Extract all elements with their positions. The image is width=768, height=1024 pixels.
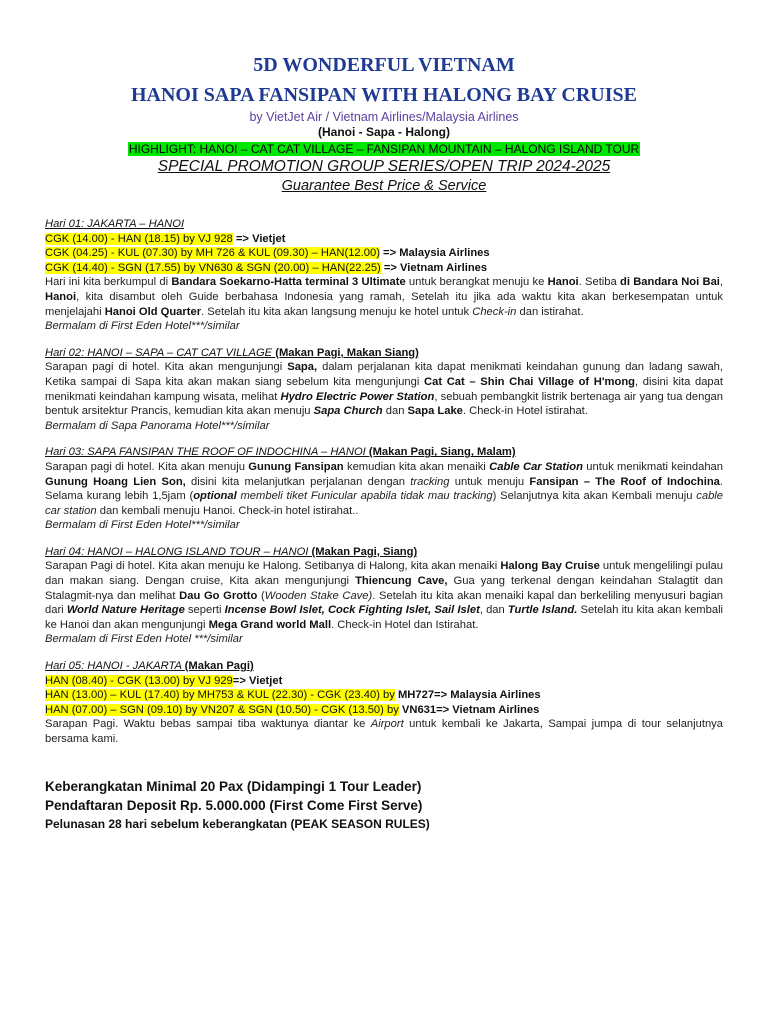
description-segment: Hanoi xyxy=(547,276,579,289)
description-segment: Setelah itu kita akan kembali ke Hanoi dan akan mengunjungi xyxy=(45,604,724,631)
flight-route: CGK (14.40) - SGN (17.55) by VN630 & SGN (20.00) – HAN(22.25) xyxy=(45,261,381,274)
description-segment: Sapa Lake xyxy=(407,405,463,418)
description-segment: Cable Car Station xyxy=(489,460,583,473)
description-segment: untuk kembali ke Jakarta, Sampai jumpa di tour selanjutnya bersama kami. xyxy=(45,718,723,745)
description-segment: Turtle Island. xyxy=(507,604,578,617)
description-segment: Mega Grand world Mall xyxy=(208,618,332,631)
description-segment: , xyxy=(719,276,724,289)
description-segment: Gua yang terkenal dengan keindahan Stalagtit dan Stalagmit-nya dan melihat xyxy=(45,575,723,602)
description-segment: World Nature Heritage xyxy=(66,604,185,617)
description-segment: dan istirahat. xyxy=(516,305,584,318)
min-pax-line: Keberangkatan Minimal 20 Pax (Didampingi 1 Tour Leader) xyxy=(45,778,422,794)
flight-route: CGK (14.00) - HAN (18.15) by VJ 928 xyxy=(45,232,233,245)
description-segment: Thiencung Cave, xyxy=(355,575,448,588)
flight-route: HAN (07.00) – SGN (09.10) by VN207 & SGN (10.50) - CGK (13.50) by xyxy=(45,703,399,716)
description-segment: dalam perjalanan kita dapat menikmati keindahan gunung dan ladang sawah, Ketika sampai di Sapa kita akan makan siang sebelum kita mengunjungi xyxy=(45,361,724,388)
terms-footer xyxy=(45,777,723,833)
description-segment: , sebuah pembangkit listrik bertenaga air yang tua dengan bentuk arsitektur Prancis, kemudian kita akan menuju xyxy=(45,390,723,418)
guarantee-line: Guarantee Best Price & Service xyxy=(281,178,487,194)
description-segment: untuk menuju xyxy=(449,475,530,488)
description-segment: Sarapan pagi di hotel. Kita akan menuju xyxy=(45,460,249,473)
day-title: Hari 04: HANOI – HALONG ISLAND TOUR – HANOI xyxy=(45,545,312,558)
description-segment: Hanoi Old Quarter xyxy=(104,305,202,318)
document-header xyxy=(45,52,723,195)
flight-line xyxy=(45,688,723,703)
flight-route: HAN (13.00) – KUL (17.40) by MH753 & KUL (22.30) - CGK (23.40) by xyxy=(45,689,395,702)
description-segment: , disini kita dapat menikmati keindahan kampung wisata, melihat xyxy=(45,375,723,403)
day-section xyxy=(45,445,723,533)
day-description xyxy=(45,275,723,319)
flight-line xyxy=(45,703,723,718)
description-segment: Sarapan pagi di hotel. Kita akan mengunjungi xyxy=(45,361,288,374)
day-description xyxy=(45,717,723,746)
description-segment: ( xyxy=(257,589,265,602)
flight-route: CGK (04.25) - KUL (07.30) by MH 726 & KUL (09.30) – HAN(12.00) xyxy=(45,247,380,260)
flight-airline: => Vietnam Airlines xyxy=(380,261,488,274)
description-segment: tracking xyxy=(410,475,450,488)
day-title: Hari 03: SAPA FANSIPAN THE ROOF OF INDOCHINA – HANOI xyxy=(45,446,369,459)
day-title: Hari 01: JAKARTA – HANOI xyxy=(45,218,185,230)
description-segment: . Setelah itu kita akan menaiki kapal dan berkeliling menyusuri bagian dari xyxy=(45,589,724,617)
description-segment: Hari ini kita berkumpul di xyxy=(45,276,172,289)
day-description xyxy=(45,460,723,518)
description-segment: Hanoi xyxy=(45,290,77,303)
day-title: Hari 02: HANOI – SAPA – CAT CAT VILLAGE xyxy=(45,346,276,359)
description-segment: untuk menikmati keindahan xyxy=(582,460,723,473)
flight-line xyxy=(45,261,723,276)
flight-airline: => Vietjet xyxy=(232,674,283,687)
deposit-line: Pendaftaran Deposit Rp. 5.000.000 (First Come First Serve) xyxy=(45,797,423,813)
day-heading xyxy=(45,445,723,460)
description-segment: seperti xyxy=(184,604,225,617)
flight-line xyxy=(45,674,723,689)
day-meals: (Makan Pagi) xyxy=(184,660,254,673)
description-segment: Dau Go Grotto xyxy=(179,589,258,602)
description-segment: cable car station xyxy=(45,490,724,517)
description-segment: ) Selanjutnya kita akan Kembali menuju xyxy=(492,490,697,503)
description-segment: , dan xyxy=(479,604,508,617)
description-segment: . Selama kurang lebih 1,5jam ( xyxy=(45,475,724,503)
hotel-line: Bermalam di First Eden Hotel***/similar xyxy=(45,519,240,532)
flight-airline: => Malaysia Airlines xyxy=(379,247,490,260)
day-title: Hari 05: HANOI - JAKARTA xyxy=(45,660,185,673)
description-segment: Airport xyxy=(370,718,404,731)
description-segment: Sarapan Pagi. Waktu bebas sampai tiba waktunya diantar ke xyxy=(45,718,371,731)
description-segment: disini kita melanjutkan perjalanan dengan xyxy=(185,475,411,488)
day-heading xyxy=(45,659,723,674)
day-meals: (Makan Pagi, Makan Siang) xyxy=(275,346,419,359)
flight-line xyxy=(45,232,723,247)
description-segment: . Check-in Hotel dan Istirahat. xyxy=(331,618,479,631)
description-segment: Gunung Fansipan xyxy=(248,460,344,473)
day-heading xyxy=(45,545,723,560)
day-section xyxy=(45,659,723,747)
description-segment: kemudian kita akan menaiki xyxy=(343,460,490,473)
trip-subtitle: HANOI SAPA FANSIPAN WITH HALONG BAY CRUISE xyxy=(130,84,637,106)
description-segment: Wooden Stake Cave) xyxy=(264,589,373,602)
description-segment: Halong Bay Cruise xyxy=(500,560,600,573)
flight-route: HAN (08.40) - CGK (13.00) by VJ 929 xyxy=(45,674,233,687)
description-segment: , kita disambut oleh Guide berbahasa Indonesia yang ramah, Setelah itu jika ada waktu kita akan berkesempatan untuk menjelajahi xyxy=(45,290,723,318)
description-segment: . Check-in Hotel istirahat. xyxy=(462,405,588,418)
hotel-line: Bermalam di First Eden Hotel ***/similar xyxy=(45,633,243,646)
description-segment: Cat Cat – Shin Chai Village of H'mong xyxy=(424,375,635,388)
description-segment: Bandara Soekarno-Hatta terminal 3 Ultimate xyxy=(171,276,406,289)
hotel-line: Bermalam di First Eden Hotel***/similar xyxy=(45,320,240,333)
day-section xyxy=(45,545,723,647)
trip-title: 5D WONDERFUL VIETNAM xyxy=(253,54,515,76)
day-meals: (Makan Pagi, Siang, Malam) xyxy=(368,446,516,459)
day-meals: (Makan Pagi, Siang) xyxy=(311,545,418,558)
flight-airline: MH727=> Malaysia Airlines xyxy=(394,689,541,702)
description-segment: Sarapan Pagi di hotel. Kita akan menuju ke Halong. Setibanya di Halong, kita akan menaiki xyxy=(45,560,501,573)
flight-line xyxy=(45,246,723,261)
description-segment: optional xyxy=(193,490,237,503)
flight-airline: => Vietjet xyxy=(232,232,286,245)
description-segment: untuk mengelilingi pulau dan makan siang. Dengan cruise, Kita akan mengunjungi xyxy=(45,560,723,588)
description-segment: Fansipan – The Roof of Indochina xyxy=(529,475,720,488)
description-segment: Hydro Electric Power Station xyxy=(280,390,435,403)
description-segment: Sapa Church xyxy=(313,405,383,418)
day-description xyxy=(45,559,723,632)
itinerary-days xyxy=(45,217,723,747)
airlines-line: by VietJet Air / Vietnam Airlines/Malaysia Airlines xyxy=(249,110,519,124)
description-segment: membeli tiket Funicular apabila tidak mau tracking xyxy=(236,490,493,503)
day-section xyxy=(45,217,723,334)
promo-line: SPECIAL PROMOTION GROUP SERIES/OPEN TRIP 2024-2025 xyxy=(157,158,611,175)
day-description xyxy=(45,360,723,418)
description-segment: di Bandara Noi Bai xyxy=(620,276,720,289)
payment-line: Pelunasan 28 hari sebelum keberangkatan (PEAK SEASON RULES) xyxy=(45,816,430,831)
description-segment: Sapa, xyxy=(287,361,318,374)
description-segment: dan kembali menuju Hanoi. Check-in hotel istirahat.. xyxy=(96,504,359,517)
flight-airline: VN631=> Vietnam Airlines xyxy=(398,703,540,716)
description-segment: . Setelah itu kita akan langsung menuju ke hotel untuk xyxy=(201,305,473,318)
description-segment: dan xyxy=(382,405,408,418)
route-line: (Hanoi - Sapa - Halong) xyxy=(318,125,450,139)
day-heading xyxy=(45,346,723,361)
description-segment: Gunung Hoang Lien Son, xyxy=(45,475,186,488)
highlight-banner: HIGHLIGHT: HANOI – CAT CAT VILLAGE – FANSIPAN MOUNTAIN – HALONG ISLAND TOUR xyxy=(128,142,640,156)
day-section xyxy=(45,346,723,434)
hotel-line: Bermalam di Sapa Panorama Hotel***/similar xyxy=(45,419,270,432)
description-segment: . Setiba xyxy=(578,276,620,289)
day-heading xyxy=(45,217,723,232)
description-segment: untuk berangkat menuju ke xyxy=(405,276,548,289)
description-segment: Incense Bowl Islet, Cock Fighting Islet, Sail Islet xyxy=(224,604,480,617)
description-segment: Check-in xyxy=(472,305,517,318)
